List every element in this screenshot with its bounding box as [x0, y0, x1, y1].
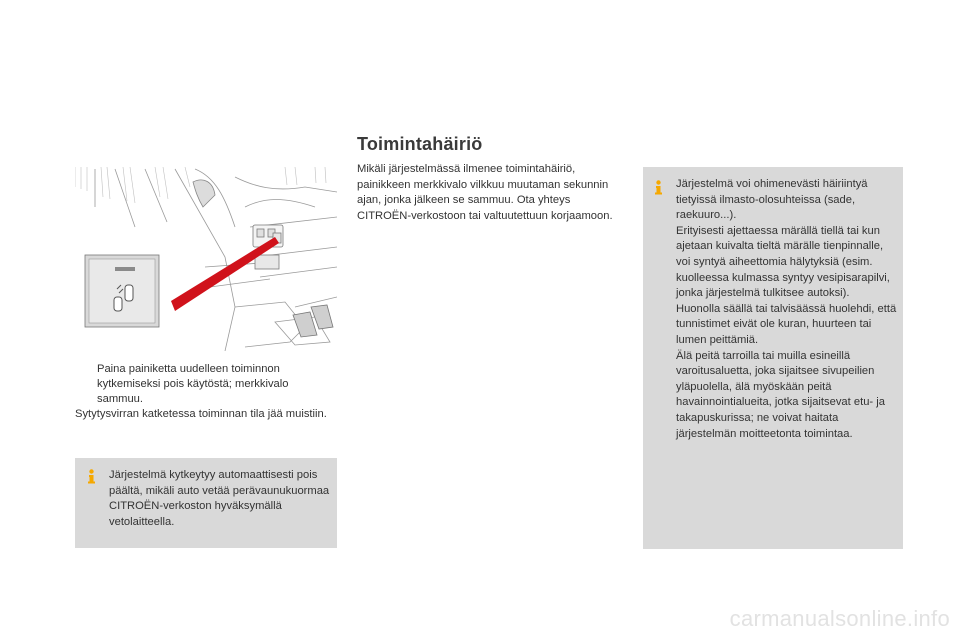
info-box-left	[75, 458, 337, 548]
section-title: Toimintahäiriö	[357, 134, 483, 154]
info-icon	[653, 180, 664, 195]
step-instruction	[75, 362, 337, 422]
info-icon	[86, 469, 97, 484]
section-body: Mikäli järjestelmässä ilmenee toimintahäiriö, painikkeen merkkivalo vilkkuu muutaman sekunnin ajan, jonka jälkeen se sammuu. Ota yhteys CITROËN-verkostoon tai valtuutettuun korjaamoon.	[357, 163, 613, 222]
memory-note: Sytytysvirran katketessa toiminnan tila jää muistiin.	[75, 408, 327, 420]
info-paragraph-2: Erityisesti ajettaessa märällä tiellä tai kun ajetaan kuivalta tieltä märälle tienpinnalle, voi syntyä aiheettomia hälytyksiä (esim. kuolleessa kulmassa syntyy vesipisarapilvi, jonka järjestelmä tulkitsee autoksi).	[676, 224, 890, 300]
red-pointer	[171, 237, 279, 311]
info-text-right	[676, 177, 900, 442]
info-text-left: Järjestelmä kytkeytyy automaattisesti pois päältä, mikäli auto vetää perävaunukuormaa CITROËN-verkoston hyväksymällä vetolaitteella.	[109, 469, 330, 528]
info-box-right	[643, 167, 903, 549]
dashboard-drawing	[75, 167, 337, 351]
info-paragraph-3: Huonolla säällä tai talvisäässä huolehdi, että tunnistimet eivät ole kuran, huurteen tai lumen peittämiä.	[676, 302, 897, 346]
step-text: Paina painiketta uudelleen toiminnon kytkemiseksi pois käytöstä; merkkivalo sammuu.	[97, 363, 289, 405]
dashboard-illustration	[75, 167, 337, 351]
watermark: carmanualsonline.info	[729, 606, 950, 631]
info-paragraph-4: Älä peitä tarroilla tai muilla esineillä varoitusaluetta, joka sijaitsee sivupeilien yläpuolella, älä myöskään peitä havainnointialueita, jotka sijaitsevat etu- ja takapuskurissa; ne voivat haitata järjestelmän moitteetonta toimintaa.	[676, 349, 885, 440]
info-paragraph-1: Järjestelmä voi ohimenevästi häiriintyä tietyissä ilmasto-olosuhteissa (sade, raekuuro...).	[676, 178, 868, 222]
